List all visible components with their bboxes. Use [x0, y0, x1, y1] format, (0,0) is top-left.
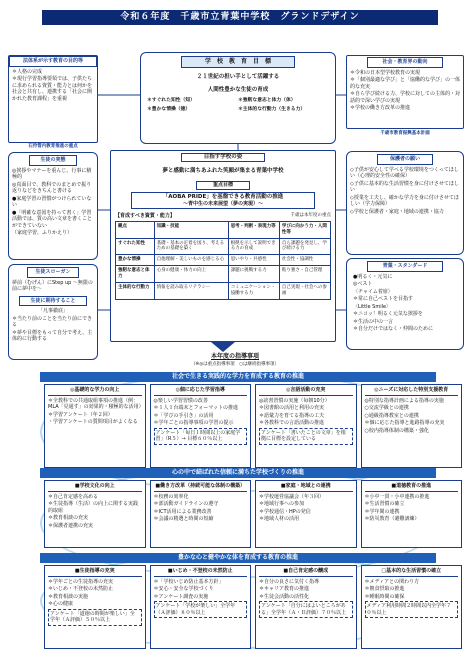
- page-title: 令和６年度 千歳市立青葉中学校 グランドデザイン: [42, 10, 438, 25]
- card-item: ＊自分の良さに気付く指導: [259, 578, 320, 585]
- card-item: ＊ICT活用による業務改善: [153, 508, 212, 515]
- card-item: ＊部活動ガイドラインの遵守: [153, 501, 219, 507]
- section-band: 社会で生きる実践的な学力を育成する教育の推進: [40, 372, 436, 382]
- section-card: [44, 384, 146, 468]
- card-title: ■生徒指導の充実: [48, 568, 142, 577]
- issues-title: 石狩管内教育推進の重点: [28, 144, 78, 149]
- card-sub: アンケート「書いたことの文章」を根拠に目標を設定している: [259, 428, 353, 445]
- matrix-title: 【育成すべき資質・能力】: [115, 213, 175, 220]
- society-item: ＊学校の働き方改革の推進: [350, 105, 411, 111]
- card-item: ＊アンケート調査の実施: [153, 593, 209, 600]
- standard-item: ●明るく・元気に: [353, 273, 393, 280]
- card-item: ・学習アンケートの質問項目がよくなる: [48, 419, 138, 425]
- card-item: ＊防災教育（避難訓練）: [364, 516, 420, 522]
- card-item: ＊生徒指導（生活）の向上に関する実践的取組: [48, 501, 139, 514]
- section-card: [255, 565, 357, 649]
- slogan-item: ＊当たり前のことを当たり前にできる: [12, 315, 93, 328]
- society-box: [346, 55, 464, 129]
- state-item: （家庭学習、ふりかえり）: [12, 230, 73, 236]
- slogan-text: 夢前（むげん）にStep up ～無限の前に夢中を～: [12, 279, 93, 292]
- guardian-item: ◇学校と保護者・家庭・地域の連携・協力: [350, 208, 444, 215]
- guardian-title: 保護者の願い: [377, 154, 433, 165]
- card-item: ＊朝食摂取の推進: [364, 586, 405, 592]
- card-item: ＊睡眠時間の確保: [364, 593, 405, 600]
- card-title: ■学校文化の向上: [48, 483, 142, 492]
- section-row: [44, 384, 462, 468]
- standard-item: ＊ニコッ！明るく元気な挨拶を: [353, 311, 423, 317]
- card-item: ＊キャリア教育の推進: [259, 586, 310, 592]
- card-item: ＊小中一貫・小中連携の推進: [364, 493, 430, 500]
- matrix-cell: 自ら課題を発見し、学び続ける力: [279, 238, 330, 255]
- section-card: [44, 480, 146, 548]
- section-band: 豊かな心と健やかな体を育成する教育の推進: [40, 553, 436, 563]
- card-item: ＊「学びの手引き」の活用: [153, 412, 214, 419]
- goal-item: ＊主体的な行動力（生きる力）: [238, 107, 306, 113]
- section-card: [44, 565, 146, 649]
- matrix-cell: 社会性・協調性: [279, 255, 330, 266]
- society-item: ＊令和の日本型学校教育の実現: [350, 69, 421, 76]
- matrix-row-label: 強靭な意志と体力: [116, 266, 155, 283]
- card-item: ＊語彙力を育てる指導の工夫: [259, 412, 325, 419]
- card-item: ＊教育相談の実施: [48, 593, 89, 600]
- card-item: ＊「学校いじめ防止基本方針」: [153, 578, 224, 585]
- card-title: ■家庭・地域との連携: [259, 483, 353, 492]
- card-item: ＊安心・安全な学校づくり: [153, 586, 214, 592]
- standard-title: 青葉・スタンダード: [367, 261, 443, 272]
- card-item: ＊自己肯定感を高める: [48, 493, 99, 500]
- matrix-cell: 粘り強さ・自己管理: [279, 266, 330, 283]
- matrix-header: 観点: [116, 221, 155, 238]
- card-title: □基本的な生活習慣の確立: [365, 568, 459, 577]
- purpose-title: 法体系が示す教育の目的等: [9, 56, 97, 67]
- card-title: ◎基礎的な学力の向上: [48, 387, 142, 396]
- card-title: ■自己肯定感の醸成: [259, 568, 353, 577]
- card-item: ○通級指導教室との連携: [364, 412, 419, 419]
- slogan-title: 生徒スローガン: [27, 267, 79, 278]
- card-item: ＊心の健康: [48, 601, 74, 607]
- matrix-cell: 心身の健康・体力の向上: [154, 266, 228, 283]
- bottom-label: 本年度の指導事項: [210, 353, 259, 360]
- matrix-cell: 自己実現・社会への参画: [279, 282, 330, 299]
- focus-title: 重点目標: [196, 181, 250, 190]
- card-item: ＊校務の効率化: [153, 493, 189, 500]
- goal-main: ２１世紀の担い手として活躍する: [196, 73, 280, 80]
- card-item: ◎楽しい学習習慣の改善: [153, 397, 208, 404]
- matrix-cell: 思いやり・共感性: [228, 255, 279, 266]
- guardian-item: ◇授業を工夫し、確かな学力を身に付けさせてほしい（学力保障）: [350, 194, 459, 207]
- section-card: [255, 480, 357, 548]
- standard-item: ＊常に自己ベストを目指す: [353, 296, 414, 302]
- card-item: ＊学校通信・HPの発信: [259, 508, 311, 515]
- school-vision-box: [110, 150, 336, 342]
- card-item: ＊学年ごとの生徒指導の充実: [48, 578, 114, 585]
- card-sub: アンケート「学校が楽しい」全学年（Ａ評価）８０％以上: [154, 601, 248, 618]
- matrix-row-label: 主体的な行動力: [116, 282, 155, 299]
- purpose-item: ＊人格の完成: [12, 68, 43, 75]
- matrix-cell: 根拠を示して説明できる力の育成: [228, 238, 279, 255]
- city-plan-title: 千歳市教育振興基本計画: [380, 131, 430, 136]
- standard-item: ＊生活の中の一言: [353, 318, 394, 325]
- section-card: [150, 565, 252, 649]
- slogan-item: 「凡事徹底」: [37, 308, 68, 314]
- section-row: [44, 565, 462, 649]
- card-item: ＊個に応じた指導と進路指導の充実: [364, 420, 445, 426]
- matrix-header: 知識・技能: [154, 221, 228, 238]
- focus-main: 「AOBA PRIDE」を基盤できる教育活動の推進: [162, 193, 284, 200]
- section-row: [44, 480, 462, 548]
- competency-matrix: [115, 221, 331, 300]
- aoba-standard-box: [346, 258, 464, 350]
- card-item: ＊地域行事への参加: [259, 501, 305, 507]
- card-item: ＊学習アンケート（年２回）: [48, 411, 113, 418]
- card-sub: アンケート「毎日１時間以上の家庭学習」（R５）→ 目標６０％以上: [154, 428, 248, 445]
- slogan-item: ＊夢や目標をもって自分で考え、主体的に行動する: [12, 329, 93, 342]
- card-item: ＊教育相談の充実: [48, 515, 89, 521]
- card-item: ○交流学級との連携: [364, 405, 409, 411]
- goal-item: ＊強靭な意志と体力（体）: [238, 98, 296, 104]
- goal-item: ＊豊かな情操（徳）: [147, 107, 191, 113]
- matrix-cell: コミュニケーション・協働する力: [228, 282, 279, 299]
- card-item: ＊学年間の連携: [364, 508, 400, 515]
- state-item: ●「明確な意図を持って書く」学習活動では、質の高い文章を書くことができていない: [12, 209, 93, 229]
- standard-item: 〈Little Smile〉: [353, 303, 392, 310]
- card-item: ◎特別な指導計画による指導の実施: [364, 397, 444, 404]
- focus-sub: ～青中生の未来展望（夢の実現）～: [182, 200, 263, 207]
- slogan-sub-title: 生徒に期待すること: [19, 296, 87, 307]
- card-item: ＊会議の精選と時間の短縮: [153, 516, 214, 522]
- card-item: ＊保護者連携の充実: [48, 522, 94, 529]
- goal-item: ＊すぐれた知性（知）: [147, 98, 195, 104]
- purpose-box: [8, 55, 98, 143]
- state-item: ●家庭学習の習慣がつけられていない: [12, 195, 92, 208]
- purpose-item: ＊現行学習指導要領では、子供たちに求められる資質・能力とは何かを社会と共有し、連携する「社会に開かれた教育課程」を重視: [12, 76, 93, 102]
- matrix-cell: 基礎・基本の定着を図り、考えるための基礎を築く: [154, 238, 228, 255]
- section-card: [361, 480, 463, 548]
- section-card: [150, 480, 252, 548]
- card-item: ＊生徒会活動の活性化: [259, 593, 310, 600]
- standard-item: ＊自分だけではなく・仲間のために: [353, 326, 434, 332]
- vision-title: 目指す学校の姿: [181, 153, 265, 162]
- vision-text: 夢と感動に満ちあふれた笑顔が集まる青葉中学校: [162, 168, 284, 175]
- card-sub: アンケート「自分にはよいところがある」全学年（Ａ・Ｂ評価）７０％以上: [259, 601, 353, 618]
- card-item: ＊生活習慣の確立: [364, 501, 405, 507]
- school-goal-box: [140, 52, 336, 144]
- card-item: ＊図書館の活用と利用の充実: [259, 405, 325, 411]
- card-item: ○校内指導体制の構築・強化: [364, 427, 429, 434]
- card-sub: アンケート「道徳の時間が楽しい」全学年（Ａ評価）５０％以上: [48, 609, 142, 626]
- section-card: [361, 565, 463, 649]
- matrix-row-label: 豊かな情操: [116, 255, 155, 266]
- card-title: ◎個に応じた学習指導: [154, 387, 248, 396]
- card-title: ■いじめ・不登校の未然防止: [154, 568, 248, 577]
- society-title: 社会・教育界の動向: [367, 57, 443, 68]
- matrix-cell: 情報を読み取るリテラシー: [154, 282, 228, 299]
- society-item: ＊自ら学び続ける力、学校に対しての主体的・対話的で深い学びの実現: [350, 91, 461, 104]
- card-title: ◎ニーズに対応した特別支援教育: [365, 387, 459, 396]
- school-goal-title: 学 校 教 育 目 標: [181, 56, 295, 68]
- card-item: ＊全教科での共通取組事項の推進（例：MLA「見通す」の効果的・積極的な活用）: [48, 397, 144, 410]
- student-state-box: [8, 152, 98, 260]
- card-item: ＊１人１台端末とフォーマットの推進: [153, 405, 239, 411]
- standard-item: ◎ベスト: [353, 281, 373, 287]
- student-state-title: 生徒の実態: [29, 155, 77, 166]
- state-item: ◎挨拶やマナーを重んじ、行事に積極的: [12, 167, 92, 180]
- matrix-cell: 課題に挑戦する力: [228, 266, 279, 283]
- matrix-row-label: すぐれた知性: [116, 238, 155, 255]
- guardian-item: ◇子供に基本的な生活習慣を身に付けさせてほしい: [350, 180, 459, 193]
- matrix-header: 学びに向かう力・人間性等: [279, 221, 330, 238]
- standard-item: 〈チャイム着席〉: [353, 288, 393, 295]
- section-card: [150, 384, 252, 468]
- goal-sub: 人間性豊かな生徒の育成: [207, 86, 269, 93]
- down-arrow-icon: [211, 342, 235, 352]
- card-item: ＊地域人材の活用: [259, 516, 300, 522]
- card-item: ＊いじめ・不登校の未然防止: [48, 586, 114, 592]
- guardian-box: [346, 151, 464, 255]
- guardian-item: ◇子供が安心して学べる学校環境をつくってほしい（心理的安全性の確保）: [350, 166, 459, 179]
- section-band: 心の中で結ばれた信頼に満ちた学校づくりの推進: [40, 468, 436, 478]
- card-item: ＊各教科での言語活動の推進: [259, 420, 325, 426]
- card-title: ◎言語活動の充実: [259, 387, 353, 396]
- card-title: ■働き方改革（持続可能な体制の構築）: [154, 483, 248, 492]
- state-item: ◎真面目で、教科でのまとめで振り返りなどをきちんと書ける: [12, 181, 92, 194]
- section-card: [255, 384, 357, 468]
- bottom-note: （※◎は重点指導事項 ○は継続指導事項）: [190, 362, 280, 367]
- card-item: ＊メディアとの関わり方: [364, 578, 420, 585]
- section-card: [361, 384, 463, 468]
- matrix-note: 千歳は本年度の重点: [290, 213, 331, 219]
- card-item: ＊学校運営協議会（年３回）: [259, 493, 325, 500]
- matrix-header: 思考・判断・表現力等: [228, 221, 279, 238]
- card-item: ◎読書習慣の実施（毎朝10分）: [259, 397, 330, 404]
- slogan-box: [8, 264, 98, 360]
- card-sub: メディア利用時間２時間以内全学年７０％以上: [365, 601, 459, 618]
- matrix-cell: 自他理解・美しいものを感じる心: [154, 255, 228, 266]
- society-item: ＊「個別最適な学び」と「協働的な学び」の一体的な充実: [350, 77, 461, 90]
- card-item: ＊学年ごとの指導事項の学習の提示: [153, 420, 234, 426]
- card-title: ■道徳教育の推進: [365, 483, 459, 492]
